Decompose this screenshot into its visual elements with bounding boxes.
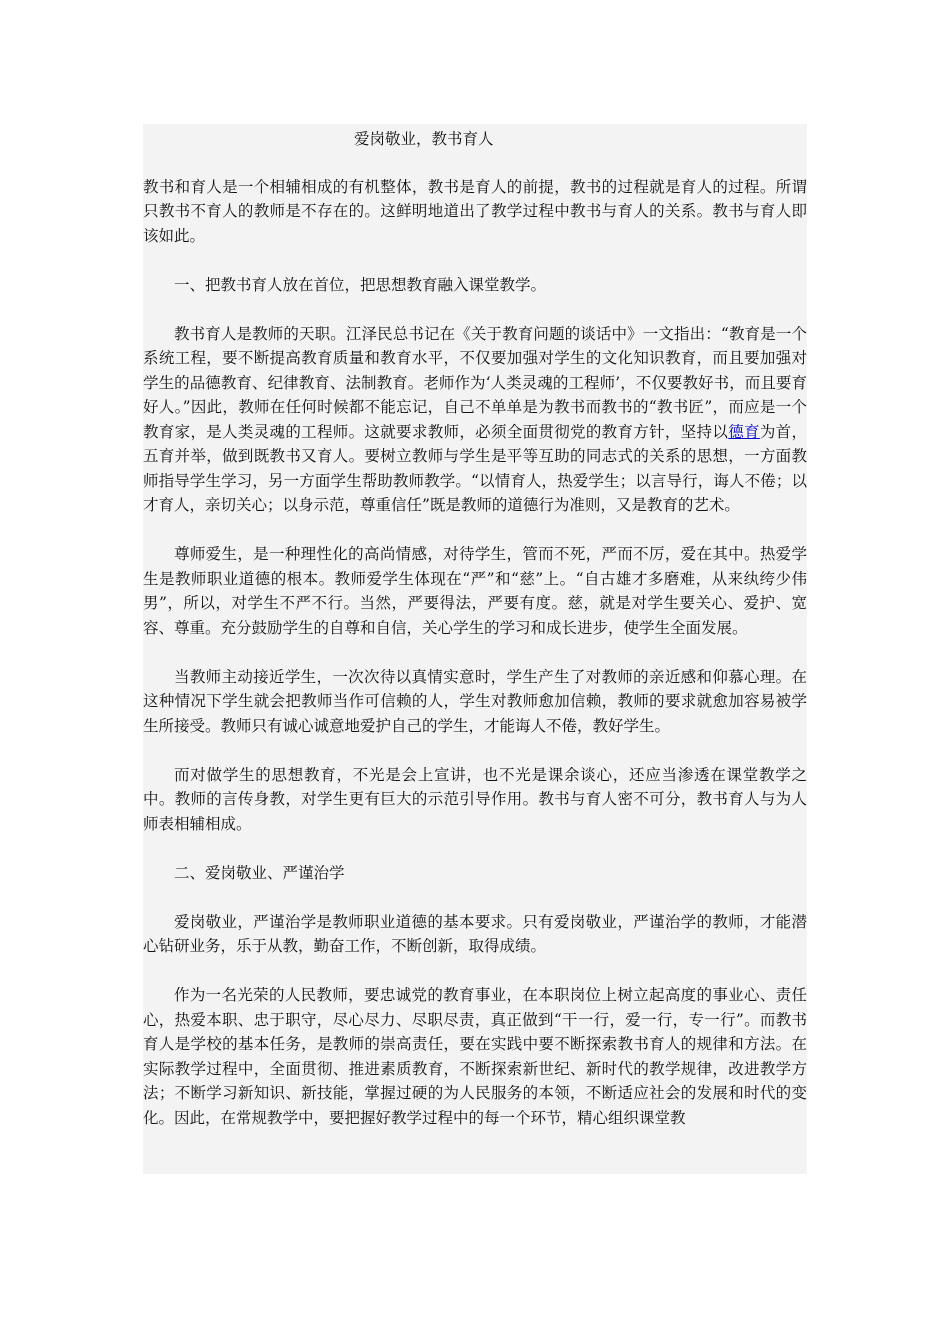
section-heading-1: 一、把教书育人放在首位，把思想教育融入课堂教学。 (174, 275, 547, 294)
paragraph-text: 为首，五育并举，做到既教书又育人。要树立教师与学生是平等互助的同志式的关系的思想，一方面教师指导学生学习，另一方面学生帮助教师教学。“以情育人，热爱学生；以言导行，诲人不倦；以才育人，亲切关心；以身示范，尊重信任”既是教师的道德行为准则，又是教育的艺术。 (143, 422, 807, 514)
intro-paragraph: 教书和育人是一个相辅相成的有机整体，教书是育人的前提，教书的过程就是育人的过程。所谓只教书不育人的教师是不存在的。这鲜明地道出了教学过程中教书与育人的关系。教书与育人即该如此。 (143, 177, 807, 245)
moral-education-link[interactable]: 德育 (728, 422, 760, 441)
document-title: 爱岗敬业，教书育人 (354, 130, 494, 148)
paragraph-teaching-duty (143, 322, 807, 518)
paragraph-approach-students: 当教师主动接近学生，一次次待以真情实意时，学生产生了对教师的亲近感和仰慕心理。在这种情况下学生就会把教师当作可信赖的人，学生对教师愈加信赖，教师的要求就愈加容易被学生所接受。教师只有诚心诚意地爱护自己的学生，才能诲人不倦，教好学生。 (143, 667, 807, 735)
section-heading-2: 二、爱岗敬业、严谨治学 (174, 863, 345, 882)
paragraph-text: 教书育人是教师的天职。江泽民总书记在《关于教育问题的谈话中》一文指出：“教育是一个系统工程，要不断提高教育质量和教育水平，不仅要加强对学生的文化知识教育，而且要加强对学生的品德教育、纪律教育、法制教育。老师作为‘人类灵魂的工程师’，不仅要教好书，而且要育好人。”因此，教师在任何时候都不能忘记，自己不单单是为教书而教书的“教书匠”，而应是一个教育家，是人类灵魂的工程师。这就要求教师，必须全面贯彻党的教育方针，坚持以 (143, 324, 807, 441)
paragraph-people-teacher: 作为一名光荣的人民教师，要忠诚党的教育事业，在本职岗位上树立起高度的事业心、责任心，热爱本职、忠于职守，尽心尽力、尽职尽责，真正做到“干一行，爱一行，专一行”。而教书育人是学校的基本任务，是教师的崇高责任，要在实践中要不断探索教书育人的规律和方法。在实际教学过程中，全面贯彻、推进素质教育，不断探索新世纪、新时代的教学规律，改进教学方法；不断学习新知识、新技能，掌握过硬的为人民服务的本领，不断适应社会的发展和时代的变化。因此，在常规教学中，要把握好教学过程中的每一个环节，精心组织课堂教 (143, 986, 807, 1127)
document-body (143, 124, 807, 1130)
paragraph-respect-love: 尊师爱生，是一种理性化的高尚情感，对待学生，管而不死，严而不厉，爱在其中。热爱学生是教师职业道德的根本。教师爱学生体现在“严”和“慈”上。“自古雄才多磨难，从来纨绔少伟男”，所以，对学生不严不行。当然，严要得法，严要有度。慈，就是对学生要关心、爱护、宽容、尊重。充分鼓励学生的自尊和自信，关心学生的学习和成长进步，使学生全面发展。 (143, 545, 807, 637)
paragraph-dedication: 爱岗敬业，严谨治学是教师职业道德的基本要求。只有爱岗敬业，严谨治学的教师，才能潜心钻研业务，乐于从教，勤奋工作，不断创新，取得成绩。 (143, 912, 807, 955)
paragraph-ideological-education: 而对做学生的思想教育，不光是会上宣讲，也不光是课余谈心，还应当渗透在课堂教学之中。教师的言传身教，对学生更有巨大的示范引导作用。教书与育人密不可分，教书育人与为人师表相辅相成。 (143, 765, 807, 833)
